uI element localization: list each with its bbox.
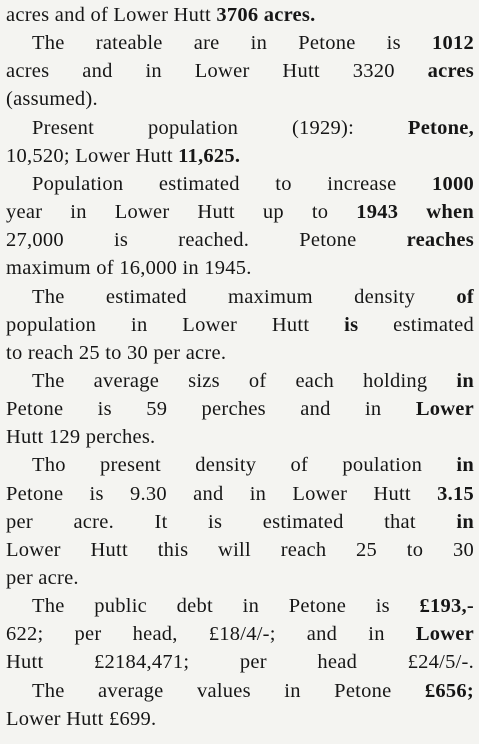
bold-text-segment: when xyxy=(426,201,475,224)
text-segment: maximum of 16,000 in 1945. xyxy=(6,257,252,280)
text-segment: population in Lower Hutt xyxy=(6,313,345,336)
text-line xyxy=(6,619,474,649)
bold-text-segment: £193,- xyxy=(419,595,474,618)
text-segment: per acre. It is estimated that xyxy=(6,510,457,533)
text-segment: The rateable are in Petone is xyxy=(32,32,432,55)
bold-text-segment: Petone, xyxy=(407,116,474,139)
bold-text-segment: in xyxy=(456,510,474,533)
text-line xyxy=(6,84,474,114)
text-segment: The average values in Petone xyxy=(32,679,425,702)
text-segment: Hutt 129 perches. xyxy=(6,426,156,449)
text-segment: Lower Hutt this will reach 25 to 30 xyxy=(6,538,474,561)
text-segment: Petone is 59 perches and in xyxy=(6,398,416,421)
text-segment: Petone is 9.30 and in Lower Hutt xyxy=(6,482,438,505)
text-segment: Tho present density of poulation xyxy=(32,454,457,477)
bold-text-segment: 1012 xyxy=(432,32,474,55)
bold-text-segment: Lower xyxy=(415,623,474,646)
text-segment: The average sizs of each holding xyxy=(32,369,457,392)
text-segment: estimated xyxy=(358,313,474,336)
text-line xyxy=(6,479,474,509)
text-segment: The public debt in Petone is xyxy=(32,595,420,618)
text-line xyxy=(6,647,474,677)
bold-text-segment: 3706 acres. xyxy=(216,4,316,26)
text-segment: 27,000 is reached. Petone xyxy=(6,229,407,252)
text-line xyxy=(6,169,474,199)
text-line xyxy=(6,338,474,368)
text-segment: acres and in Lower Hutt 3320 xyxy=(6,60,428,83)
bold-text-segment: Lower xyxy=(415,398,474,421)
text-segment: per acre. xyxy=(6,567,79,589)
text-line xyxy=(6,28,474,58)
bold-text-segment: is xyxy=(344,313,359,336)
text-line xyxy=(6,704,474,734)
text-line xyxy=(6,676,474,706)
text-line xyxy=(6,56,474,86)
text-segment: acres and of Lower Hutt xyxy=(6,4,217,26)
text-segment: Lower Hutt £699. xyxy=(6,707,157,730)
text-line xyxy=(6,591,474,621)
text-line xyxy=(6,507,474,537)
text-line xyxy=(6,197,474,227)
text-segment: Population estimated to increase xyxy=(32,172,432,195)
text-line xyxy=(6,113,474,143)
bold-text-segment: of xyxy=(456,285,474,308)
text-segment: year in Lower Hutt up to xyxy=(6,201,357,224)
bold-text-segment: in xyxy=(456,369,474,392)
text-line xyxy=(6,141,474,171)
text-segment: Present population (1929): xyxy=(32,116,408,139)
text-line xyxy=(6,422,474,452)
bold-text-segment: in xyxy=(456,454,474,477)
text-line xyxy=(6,450,474,480)
bold-text-segment: 11,625. xyxy=(178,144,241,167)
bold-text-segment: 3.15 xyxy=(437,482,474,505)
text-line xyxy=(6,366,474,396)
text-segment: 10,520; Lower Hutt xyxy=(6,144,179,167)
bold-text-segment: 1943 xyxy=(356,201,399,224)
text-segment: 622; per head, £18/4/-; and in xyxy=(6,623,416,646)
text-line xyxy=(6,535,474,565)
bold-text-segment: acres xyxy=(427,60,474,83)
text-line xyxy=(6,0,474,30)
text-segment: to reach 25 to 30 per acre. xyxy=(6,341,227,364)
text-segment xyxy=(398,201,426,223)
text-segment: (assumed). xyxy=(6,88,98,111)
text-line xyxy=(6,563,474,593)
text-segment: Hutt £2184,471; per head £24/5/-. xyxy=(6,651,474,674)
text-line xyxy=(6,253,474,283)
bold-text-segment: reaches xyxy=(406,229,474,252)
bold-text-segment: £656; xyxy=(424,679,474,702)
text-segment: The estimated maximum density xyxy=(32,285,457,308)
text-line xyxy=(6,394,474,424)
text-line xyxy=(6,225,474,255)
text-line xyxy=(6,282,474,312)
text-line xyxy=(6,310,474,340)
bold-text-segment: 1000 xyxy=(432,172,474,195)
